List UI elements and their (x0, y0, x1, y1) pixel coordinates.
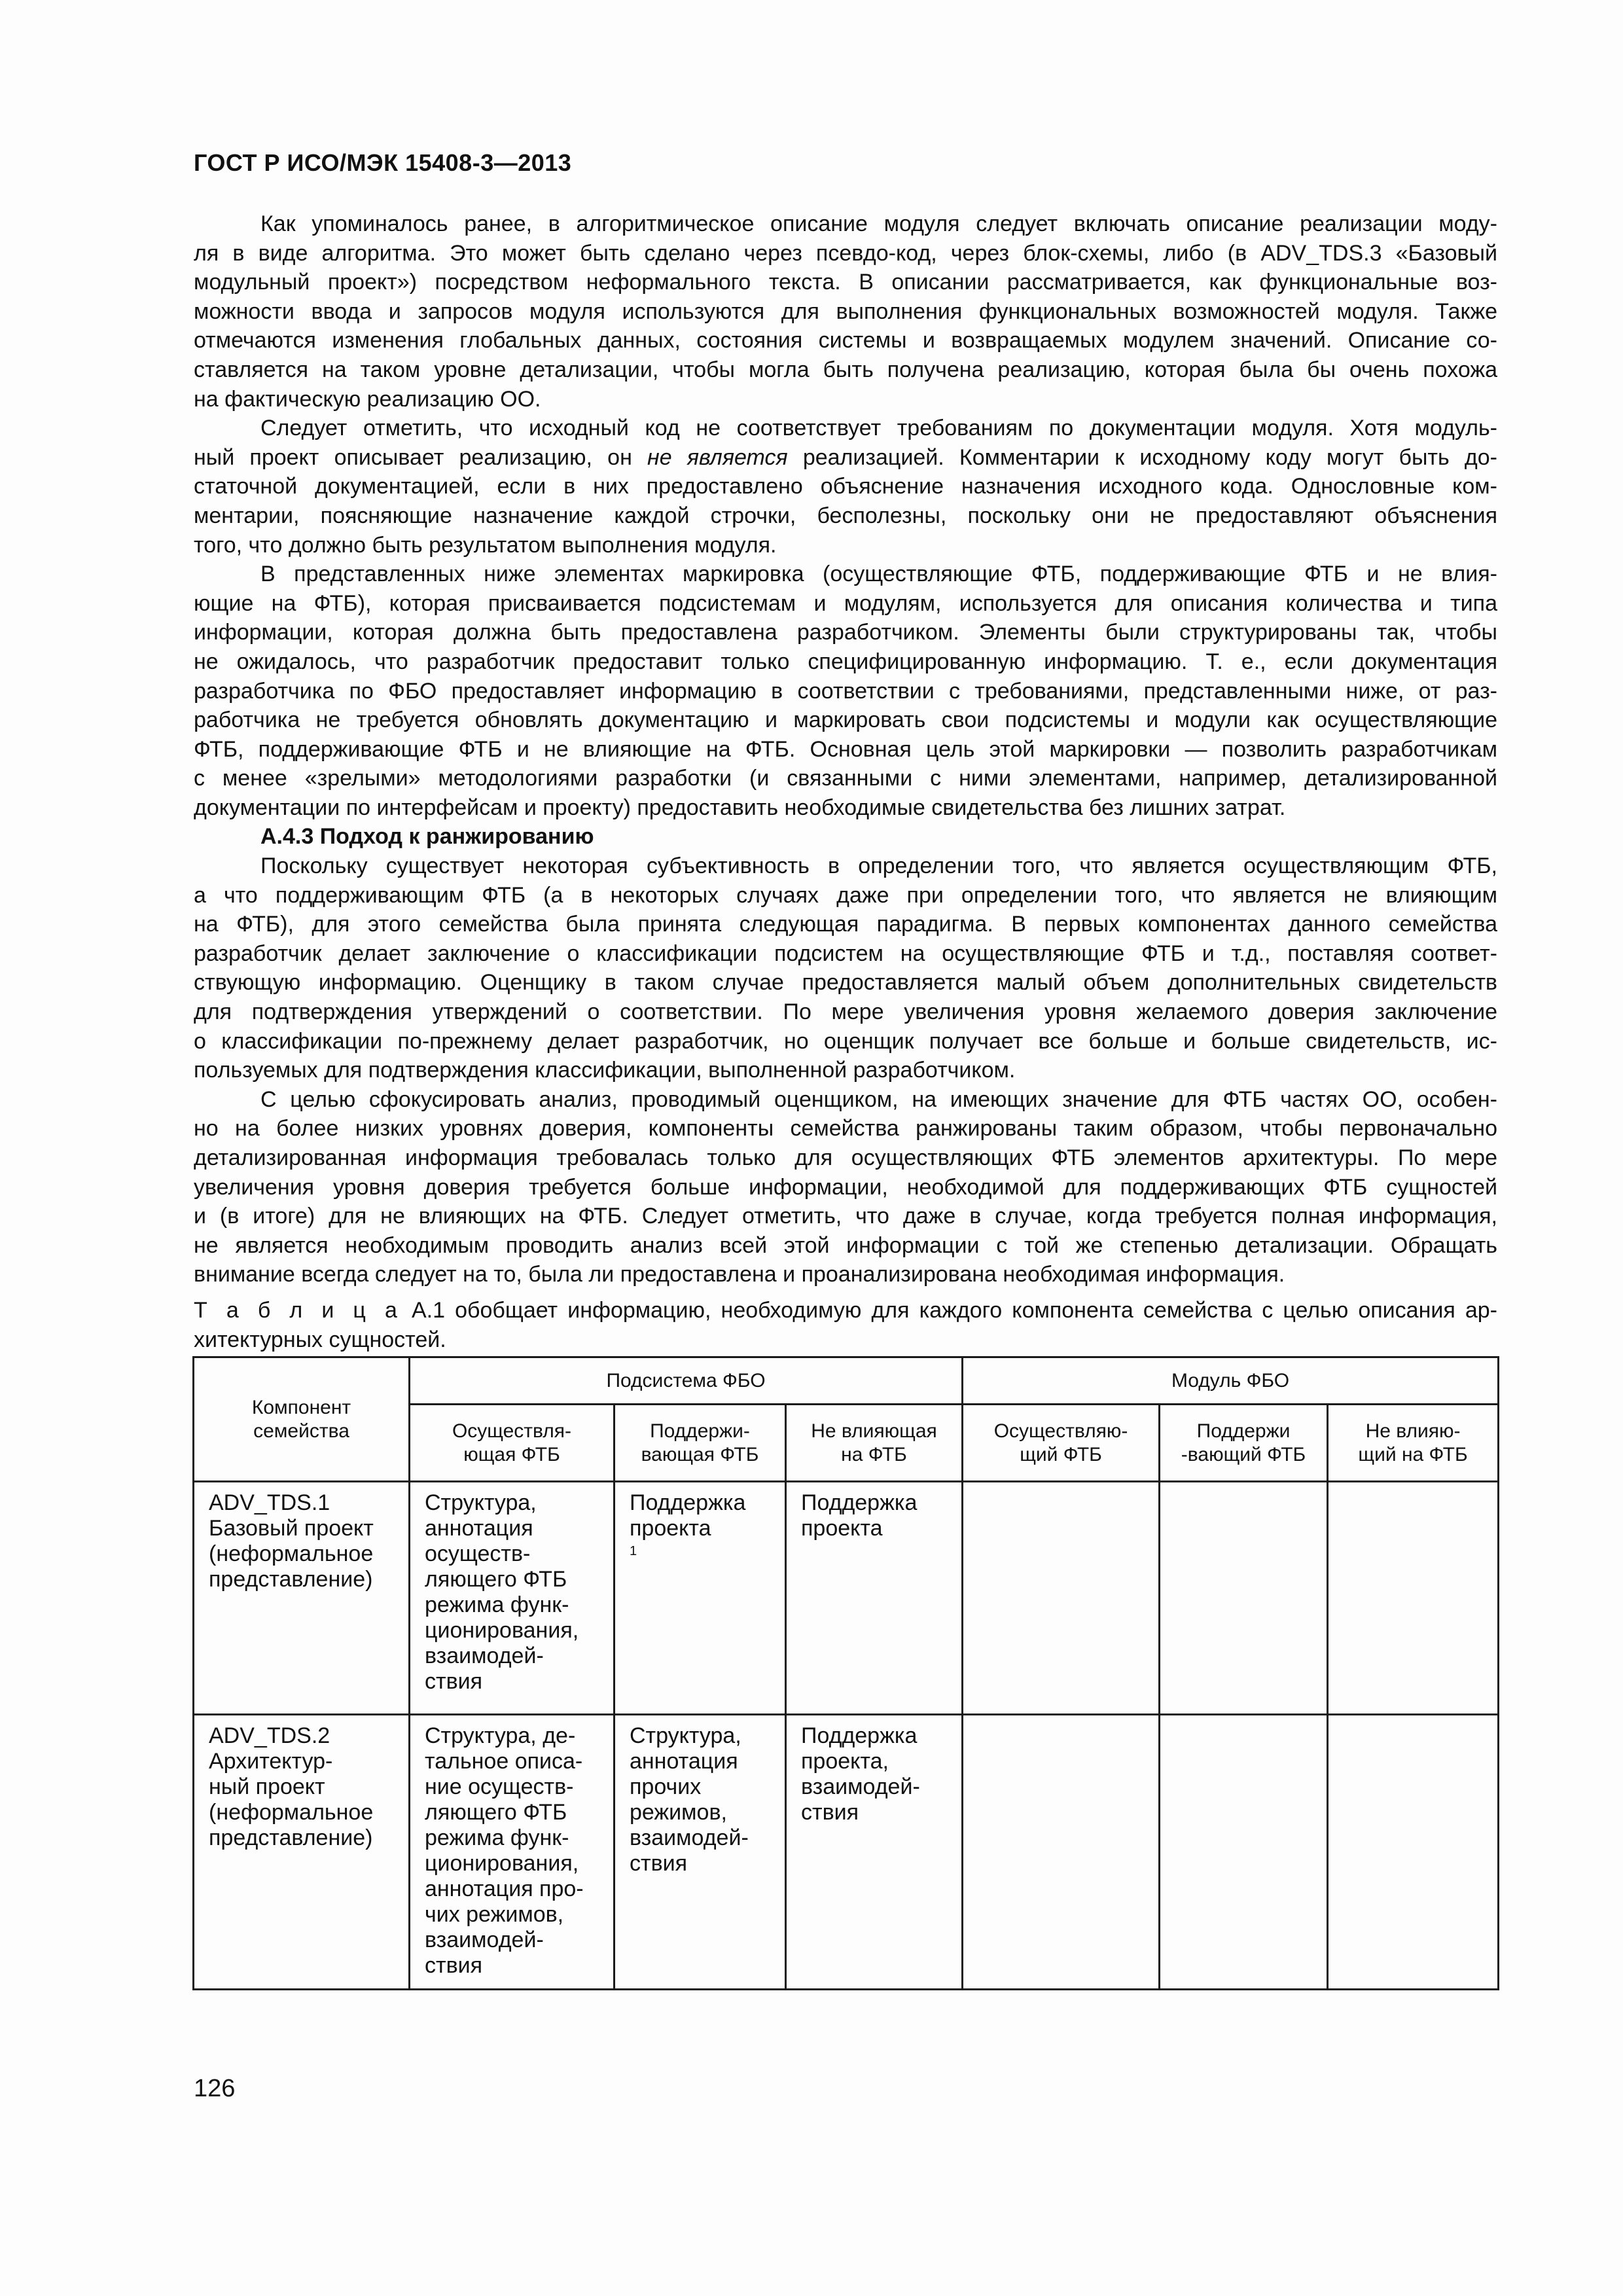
text-line: ФТБ, поддерживающие ФТБ и не влияющие на ФТБ. Основная цель этой маркировки — позволить разработчикам (194, 736, 1497, 762)
text-fragment: реализацией. Комментарии к исходному коду могут быть до- (787, 444, 1497, 470)
cell-text: Архитектур- (209, 1749, 333, 1774)
cell-text: Базовый проект (209, 1516, 374, 1541)
paragraph-5 (194, 1085, 1497, 1289)
cell-text: аннотация про- (425, 1876, 584, 1901)
table-row (194, 1482, 1499, 1715)
cell-text: ADV_TDS.2 (209, 1723, 330, 1748)
text-line: работчика не требуется обновлять документацию и маркировать свои подсистемы и модули как осуществляющие (194, 708, 1497, 733)
header-text: ющая ФТБ (463, 1443, 560, 1465)
header-text: Не влияю- (1365, 1420, 1461, 1442)
cell-text: ствия (630, 1851, 688, 1876)
header-mod-enforcing (963, 1405, 1160, 1482)
header-subsystem-group: Подсистема ФБО (410, 1357, 963, 1405)
cell-text: Поддержка (801, 1723, 918, 1748)
header-sub-noninterfering (786, 1405, 963, 1482)
cell-mod-enforcing (963, 1715, 1160, 1990)
cell-text: проекта (801, 1516, 883, 1541)
header-sub-supporting (615, 1405, 786, 1482)
cell-text: чих режимов, (425, 1902, 564, 1927)
cell-mod-noninterfering (1328, 1482, 1499, 1715)
cell-text: ляющего ФТБ (425, 1567, 567, 1592)
text-line: можности ввода и запросов модуля используются для выполнения функциональных возможностей модуля. Также (194, 298, 1497, 324)
text-fragment: А.1 обобщает информацию, необходимую для каждого компонента семейства с целью описания ар- (401, 1298, 1497, 1323)
cell-text: представление) (209, 1825, 373, 1850)
text-line: но на более низких уровнях доверия, компоненты семейства ранжированы таким образом, чтобы первоначально (194, 1116, 1497, 1141)
cell-mod-supporting (1160, 1482, 1328, 1715)
header-text: Осуществляю- (993, 1420, 1128, 1442)
text-line: С целью сфокусировать анализ, проводимый оценщиком, на имеющих значение для ФТБ частях ОО, особен- (260, 1086, 1497, 1112)
footnote-marker: 1 (630, 1544, 637, 1558)
header-component (194, 1357, 410, 1482)
cell-text: (неформальное (209, 1800, 374, 1825)
text-line: Как упоминалось ранее, в алгоритмическое описание модуля следует включать описание реализации моду- (260, 211, 1497, 236)
header-text: Не влияющая (811, 1420, 937, 1442)
cell-text: ляющего ФТБ (425, 1800, 567, 1825)
cell-text: ствия (425, 1953, 483, 1978)
cell-sub-supporting (615, 1482, 786, 1715)
text-line: ющие на ФТБ), которая присваивается подсистемам и модулям, используется для описания количества и типа (194, 590, 1497, 616)
cell-text: Поддержка (801, 1490, 918, 1515)
cell-text: режима функ- (425, 1592, 569, 1617)
text-line: Следует отметить, что исходный код не соответствует требованиям по документации модуля. Хотя модуль- (260, 416, 1497, 441)
text-line: не является необходимым проводить анализ всей этой информации с той же степенью детализации. Обращать (194, 1232, 1497, 1258)
table-caption (194, 1296, 1497, 1354)
cell-text: ствия (425, 1669, 483, 1694)
cell-text: взаимодей- (425, 1928, 544, 1952)
text-line: на ФТБ), для этого семейства была принята следующая парадигма. В первых компонентах данного семейства (194, 912, 1497, 937)
cell-sub-noninterfering (786, 1715, 963, 1990)
text-line: а что поддерживающим ФТБ (а в некоторых случаях даже при определении того, что является не влияющим (194, 882, 1497, 908)
text-line: Поскольку существует некоторая субъективность в определении того, что является осуществляющим ФТБ, (260, 853, 1497, 879)
cell-text: (неформальное (209, 1541, 374, 1566)
cell-text: проекта, (801, 1749, 889, 1774)
header-text: щий ФТБ (1020, 1443, 1102, 1465)
header-sub-enforcing (410, 1405, 615, 1482)
text-line: ментарии, поясняющие назначение каждой строчки, бесполезны, поскольку они не предоставляют объяснения (194, 503, 1497, 528)
cell-text: Структура, (630, 1723, 741, 1748)
cell-text: тальное описа- (425, 1749, 583, 1774)
cell-text: осуществ- (425, 1541, 531, 1566)
header-text: Поддержи (1196, 1420, 1291, 1442)
text-line: детализированная информация требовалась только для осуществляющих ФТБ элементов архитектуры. По мере (194, 1145, 1497, 1170)
text-line: того, что должно быть результатом выполнения модуля. (194, 532, 777, 558)
cell-text: взаимодей- (801, 1774, 920, 1799)
table-row (194, 1715, 1499, 1990)
text-line: не ожидалось, что разработчик предоставит только специфицированную информацию. Т. е., если документация (194, 649, 1497, 674)
text-fragment: ный проект описывает реализацию, он (194, 444, 648, 470)
cell-text: ствия (801, 1800, 859, 1825)
text-line: и (в итоге) для не влияющих на ФТБ. Следует отметить, что даже в случае, когда требуется полная информация, (194, 1204, 1497, 1229)
text-line: отмечаются изменения глобальных данных, состояния системы и возвращаемых модулем значений. Описание со- (194, 328, 1497, 353)
header-text: вающая ФТБ (641, 1443, 759, 1465)
text-line: разработчик делает заключение о классификации подсистем на осуществляющие ФТБ и т.д., поставляя соответ- (194, 941, 1497, 966)
page-number: 126 (194, 2075, 236, 2102)
header-text: Осуществля- (452, 1420, 572, 1442)
text-line: ствующую информацию. Оценщику в таком случае предоставляется малый объем дополнительных свидетельств (194, 970, 1497, 996)
paragraph-3 (194, 560, 1497, 822)
cell-text: Структура, де- (425, 1723, 576, 1748)
header-text: щий на ФТБ (1358, 1443, 1468, 1465)
cell-text: представление) (209, 1567, 373, 1592)
cell-text: взаимодей- (425, 1643, 544, 1668)
text-line: пользуемых для подтверждения классификации, выполненной разработчиком. (194, 1058, 1016, 1083)
text-line: модульный проект») посредством неформального текста. В описании рассматривается, как функциональные воз- (194, 270, 1497, 295)
header-text: -вающий ФТБ (1181, 1443, 1306, 1465)
text-line: для подтверждения утверждений о соответствии. По мере увеличения уровня желаемого доверия заключение (194, 999, 1497, 1025)
text-line: внимание всегда следует на то, была ли предоставлена и проанализирована необходимая информация. (194, 1262, 1285, 1287)
cell-text-fragment: проекта (630, 1516, 711, 1541)
cell-text: ние осуществ- (425, 1774, 574, 1799)
text-line (194, 1296, 1497, 1325)
cell-text: взаимодей- (630, 1825, 749, 1850)
cell-mod-enforcing (963, 1482, 1160, 1715)
header-text: на ФТБ (841, 1443, 907, 1465)
cell-text (630, 1516, 773, 1567)
cell-text: ADV_TDS.1 (209, 1490, 330, 1515)
text-line (194, 443, 1497, 473)
cell-text: аннотация (630, 1749, 738, 1774)
cell-sub-enforcing (410, 1482, 615, 1715)
table-label: Т а б л и ц а (194, 1298, 402, 1323)
header-module-group: Модуль ФБО (963, 1357, 1499, 1405)
table-header-row (194, 1357, 1499, 1405)
text-line: ля в виде алгоритма. Это может быть сделано через псевдо-код, через блок-схемы, либо (в ADV_TDS.3 «Базовый (194, 240, 1497, 266)
paragraph-1 (194, 209, 1497, 414)
cell-sub-enforcing (410, 1715, 615, 1990)
text-line: документации по интерфейсам и проекту) предоставить необходимые свидетельства без лишних затрат. (194, 795, 1286, 820)
cell-text: Структура, (425, 1490, 537, 1515)
header-mod-supporting (1160, 1405, 1328, 1482)
cell-text: ционирования, (425, 1851, 579, 1876)
paragraph-2 (194, 414, 1497, 560)
text-line: ставляется на таком уровне детализации, чтобы могла быть получена реализацию, которая была бы очень похожа (194, 357, 1497, 382)
text-line: увеличения уровня доверия требуется больше информации, необходимой для поддерживающих ФТБ сущностей (194, 1174, 1497, 1200)
cell-mod-supporting (1160, 1715, 1328, 1990)
cell-mod-noninterfering (1328, 1715, 1499, 1990)
cell-text: Поддержка (630, 1490, 746, 1515)
header-text: Поддержи- (650, 1420, 750, 1442)
cell-text: ционирования, (425, 1618, 579, 1643)
text-line: о классификации по-прежнему делает разработчик, но оценщик получает все больше и больше свидетельств, ис- (194, 1028, 1497, 1054)
text-line: хитектурных сущностей. (194, 1327, 446, 1352)
cell-component (194, 1482, 410, 1715)
paragraph-4 (194, 852, 1497, 1085)
summary-table (192, 1356, 1499, 1990)
text-line: с менее «зрелыми» методологиями разработки (и связанными с ними элементами, например, детализированной (194, 766, 1497, 791)
text-line: статочной документацией, если в них предоставлено объяснение назначения исходного кода. Однословные ком- (194, 474, 1497, 499)
cell-sub-noninterfering (786, 1482, 963, 1715)
cell-text: прочих (630, 1774, 702, 1799)
header-mod-noninterfering (1328, 1405, 1499, 1482)
text-line: В представленных ниже элементах маркировка (осуществляющие ФТБ, поддерживающие ФТБ и не влия- (260, 562, 1497, 587)
document-header: ГОСТ Р ИСО/МЭК 15408-3—2013 (194, 149, 572, 176)
cell-text: режима функ- (425, 1825, 569, 1850)
body-text (194, 209, 1497, 1289)
cell-text: аннотация (425, 1516, 533, 1541)
header-text: Компонент (251, 1396, 351, 1418)
emphasis-text: не является (647, 444, 788, 470)
cell-component (194, 1715, 410, 1990)
header-text: семейства (253, 1420, 349, 1442)
cell-sub-supporting (615, 1715, 786, 1990)
text-line: информации, которая должна быть предоставлена разработчиком. Элементы были структурированы так, чтобы (194, 620, 1497, 645)
cell-text: ный проект (209, 1774, 325, 1799)
text-line: на фактическую реализацию ОО. (194, 386, 541, 412)
section-heading: А.4.3 Подход к ранжированию (260, 824, 594, 850)
cell-text: режимов, (630, 1800, 727, 1825)
text-line: разработчика по ФБО предоставляет информацию в соответствии с требованиями, представленными ниже, от раз- (194, 678, 1497, 704)
